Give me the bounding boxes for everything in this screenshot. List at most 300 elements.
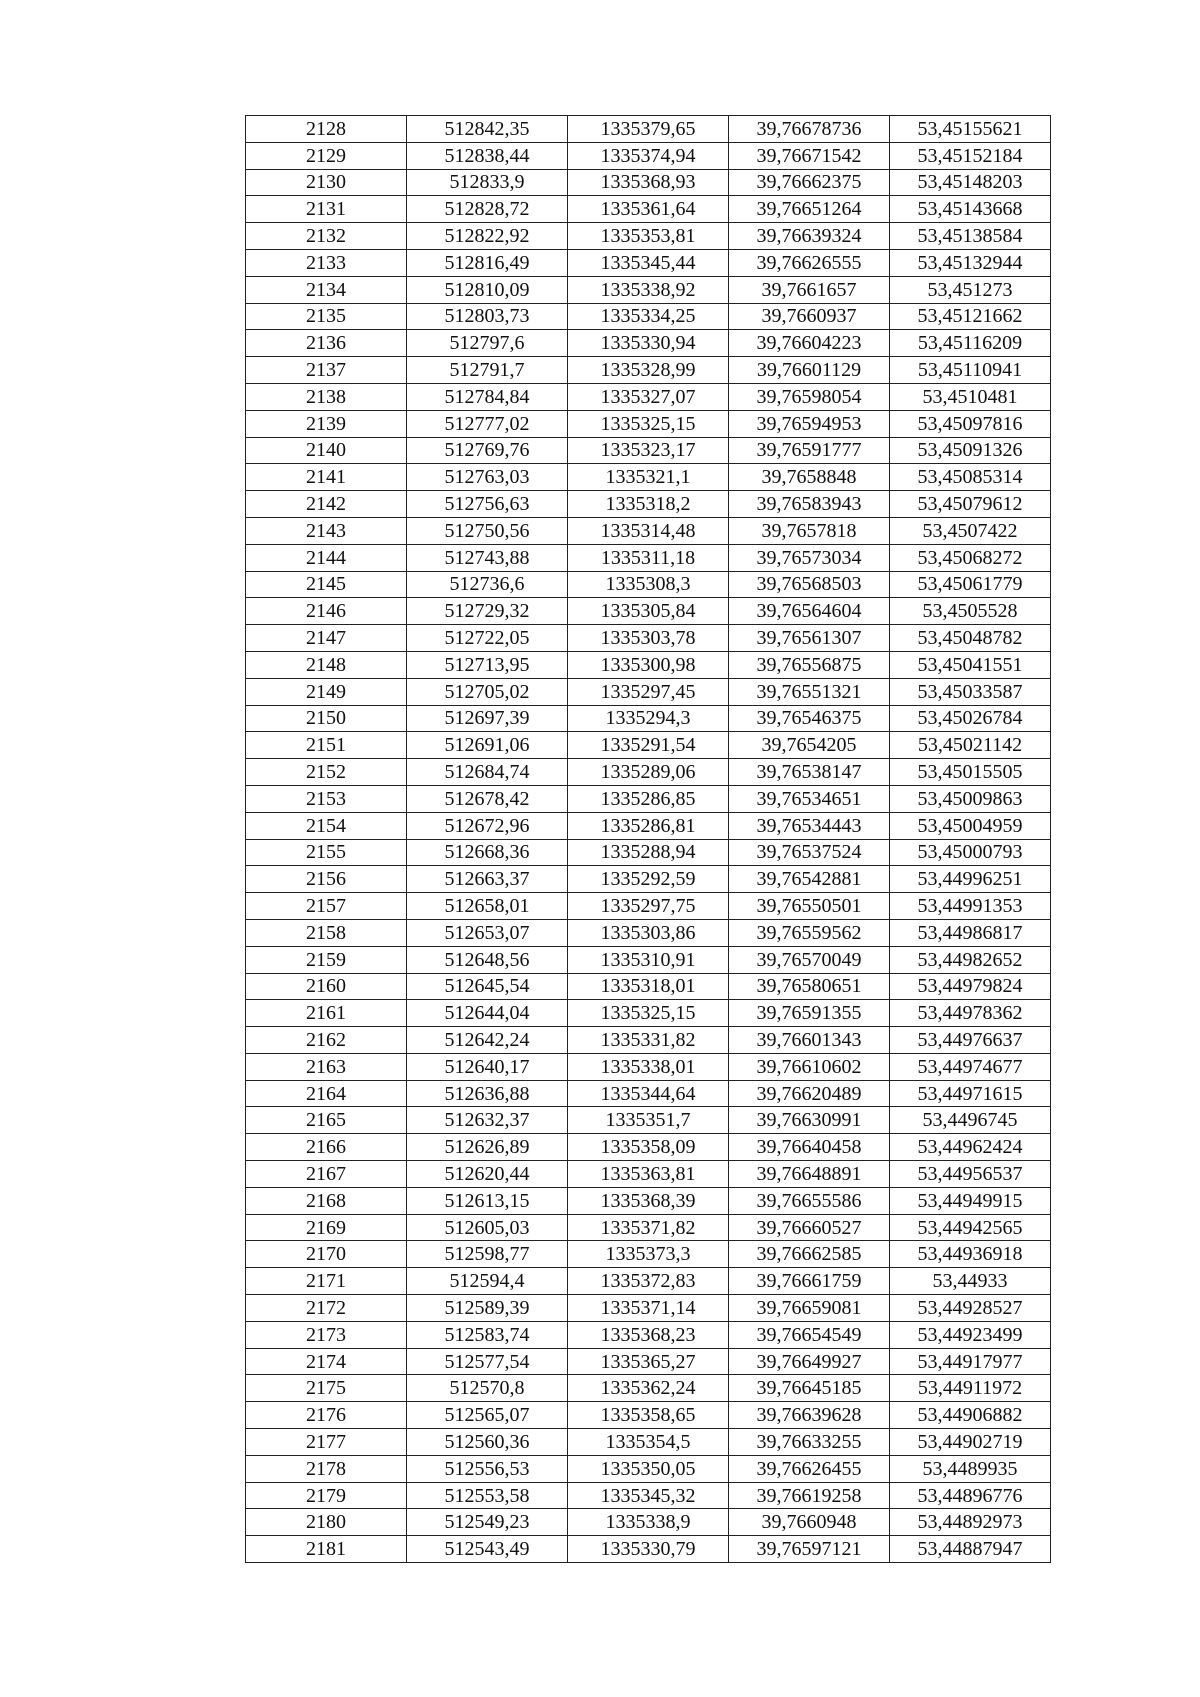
table-row xyxy=(246,1429,1051,1456)
y-coordinate-cell: 1335289,06 xyxy=(568,759,729,786)
table-row xyxy=(246,1402,1051,1429)
longitude-cell: 39,76649927 xyxy=(729,1348,890,1375)
y-coordinate-cell: 1335308,3 xyxy=(568,571,729,598)
y-coordinate-cell: 1335353,81 xyxy=(568,223,729,250)
longitude-cell: 39,76537524 xyxy=(729,839,890,866)
table-row xyxy=(246,812,1051,839)
longitude-cell: 39,76660527 xyxy=(729,1214,890,1241)
coordinates-table-body xyxy=(246,116,1051,1563)
table-row xyxy=(246,1080,1051,1107)
table-row xyxy=(246,1241,1051,1268)
point-number-cell: 2147 xyxy=(246,625,407,652)
point-number-cell: 2176 xyxy=(246,1402,407,1429)
x-coordinate-cell: 512640,17 xyxy=(407,1053,568,1080)
table-row xyxy=(246,223,1051,250)
table-row xyxy=(246,705,1051,732)
table-row xyxy=(246,276,1051,303)
y-coordinate-cell: 1335365,27 xyxy=(568,1348,729,1375)
y-coordinate-cell: 1335328,99 xyxy=(568,357,729,384)
point-number-cell: 2164 xyxy=(246,1080,407,1107)
x-coordinate-cell: 512565,07 xyxy=(407,1402,568,1429)
longitude-cell: 39,76645185 xyxy=(729,1375,890,1402)
table-row xyxy=(246,1053,1051,1080)
table-row xyxy=(246,383,1051,410)
point-number-cell: 2131 xyxy=(246,196,407,223)
x-coordinate-cell: 512594,4 xyxy=(407,1268,568,1295)
table-row xyxy=(246,357,1051,384)
table-row xyxy=(246,116,1051,143)
latitude-cell: 53,44896776 xyxy=(890,1482,1051,1509)
x-coordinate-cell: 512560,36 xyxy=(407,1429,568,1456)
latitude-cell: 53,45148203 xyxy=(890,169,1051,196)
longitude-cell: 39,7661657 xyxy=(729,276,890,303)
latitude-cell: 53,45041551 xyxy=(890,651,1051,678)
point-number-cell: 2145 xyxy=(246,571,407,598)
y-coordinate-cell: 1335292,59 xyxy=(568,866,729,893)
x-coordinate-cell: 512743,88 xyxy=(407,544,568,571)
x-coordinate-cell: 512645,54 xyxy=(407,973,568,1000)
y-coordinate-cell: 1335358,65 xyxy=(568,1402,729,1429)
table-row xyxy=(246,866,1051,893)
x-coordinate-cell: 512549,23 xyxy=(407,1509,568,1536)
point-number-cell: 2170 xyxy=(246,1241,407,1268)
y-coordinate-cell: 1335291,54 xyxy=(568,732,729,759)
x-coordinate-cell: 512791,7 xyxy=(407,357,568,384)
x-coordinate-cell: 512626,89 xyxy=(407,1134,568,1161)
longitude-cell: 39,76655586 xyxy=(729,1187,890,1214)
table-row xyxy=(246,571,1051,598)
longitude-cell: 39,76551321 xyxy=(729,678,890,705)
latitude-cell: 53,45015505 xyxy=(890,759,1051,786)
latitude-cell: 53,44982652 xyxy=(890,946,1051,973)
latitude-cell: 53,45000793 xyxy=(890,839,1051,866)
x-coordinate-cell: 512556,53 xyxy=(407,1455,568,1482)
x-coordinate-cell: 512729,32 xyxy=(407,598,568,625)
longitude-cell: 39,76610602 xyxy=(729,1053,890,1080)
x-coordinate-cell: 512570,8 xyxy=(407,1375,568,1402)
point-number-cell: 2180 xyxy=(246,1509,407,1536)
point-number-cell: 2138 xyxy=(246,383,407,410)
point-number-cell: 2159 xyxy=(246,946,407,973)
longitude-cell: 39,76633255 xyxy=(729,1429,890,1456)
table-row xyxy=(246,785,1051,812)
y-coordinate-cell: 1335371,82 xyxy=(568,1214,729,1241)
latitude-cell: 53,44956537 xyxy=(890,1161,1051,1188)
longitude-cell: 39,76639628 xyxy=(729,1402,890,1429)
latitude-cell: 53,44942565 xyxy=(890,1214,1051,1241)
table-row xyxy=(246,1214,1051,1241)
x-coordinate-cell: 512636,88 xyxy=(407,1080,568,1107)
y-coordinate-cell: 1335344,64 xyxy=(568,1080,729,1107)
point-number-cell: 2137 xyxy=(246,357,407,384)
longitude-cell: 39,76550501 xyxy=(729,893,890,920)
point-number-cell: 2151 xyxy=(246,732,407,759)
longitude-cell: 39,76591777 xyxy=(729,437,890,464)
point-number-cell: 2143 xyxy=(246,517,407,544)
longitude-cell: 39,76630991 xyxy=(729,1107,890,1134)
latitude-cell: 53,44892973 xyxy=(890,1509,1051,1536)
latitude-cell: 53,44976637 xyxy=(890,1027,1051,1054)
x-coordinate-cell: 512642,24 xyxy=(407,1027,568,1054)
point-number-cell: 2179 xyxy=(246,1482,407,1509)
table-row xyxy=(246,1348,1051,1375)
point-number-cell: 2134 xyxy=(246,276,407,303)
y-coordinate-cell: 1335286,85 xyxy=(568,785,729,812)
latitude-cell: 53,44991353 xyxy=(890,893,1051,920)
longitude-cell: 39,76604223 xyxy=(729,330,890,357)
table-row xyxy=(246,1455,1051,1482)
latitude-cell: 53,44974677 xyxy=(890,1053,1051,1080)
latitude-cell: 53,45116209 xyxy=(890,330,1051,357)
point-number-cell: 2181 xyxy=(246,1536,407,1563)
point-number-cell: 2157 xyxy=(246,893,407,920)
y-coordinate-cell: 1335361,64 xyxy=(568,196,729,223)
y-coordinate-cell: 1335297,45 xyxy=(568,678,729,705)
y-coordinate-cell: 1335362,24 xyxy=(568,1375,729,1402)
table-row xyxy=(246,437,1051,464)
latitude-cell: 53,44979824 xyxy=(890,973,1051,1000)
table-row xyxy=(246,1295,1051,1322)
latitude-cell: 53,44986817 xyxy=(890,919,1051,946)
point-number-cell: 2154 xyxy=(246,812,407,839)
x-coordinate-cell: 512750,56 xyxy=(407,517,568,544)
latitude-cell: 53,4507422 xyxy=(890,517,1051,544)
longitude-cell: 39,76601129 xyxy=(729,357,890,384)
latitude-cell: 53,45079612 xyxy=(890,491,1051,518)
y-coordinate-cell: 1335345,32 xyxy=(568,1482,729,1509)
longitude-cell: 39,76538147 xyxy=(729,759,890,786)
latitude-cell: 53,44923499 xyxy=(890,1321,1051,1348)
longitude-cell: 39,7657818 xyxy=(729,517,890,544)
x-coordinate-cell: 512803,73 xyxy=(407,303,568,330)
longitude-cell: 39,76620489 xyxy=(729,1080,890,1107)
point-number-cell: 2172 xyxy=(246,1295,407,1322)
y-coordinate-cell: 1335327,07 xyxy=(568,383,729,410)
latitude-cell: 53,4489935 xyxy=(890,1455,1051,1482)
latitude-cell: 53,45155621 xyxy=(890,116,1051,143)
longitude-cell: 39,76648891 xyxy=(729,1161,890,1188)
x-coordinate-cell: 512833,9 xyxy=(407,169,568,196)
longitude-cell: 39,76671542 xyxy=(729,142,890,169)
point-number-cell: 2165 xyxy=(246,1107,407,1134)
longitude-cell: 39,76597121 xyxy=(729,1536,890,1563)
table-row xyxy=(246,1321,1051,1348)
longitude-cell: 39,76580651 xyxy=(729,973,890,1000)
y-coordinate-cell: 1335372,83 xyxy=(568,1268,729,1295)
latitude-cell: 53,45097816 xyxy=(890,410,1051,437)
table-row xyxy=(246,1161,1051,1188)
point-number-cell: 2160 xyxy=(246,973,407,1000)
point-number-cell: 2162 xyxy=(246,1027,407,1054)
longitude-cell: 39,76534443 xyxy=(729,812,890,839)
latitude-cell: 53,44933 xyxy=(890,1268,1051,1295)
x-coordinate-cell: 512653,07 xyxy=(407,919,568,946)
x-coordinate-cell: 512838,44 xyxy=(407,142,568,169)
table-row xyxy=(246,517,1051,544)
point-number-cell: 2136 xyxy=(246,330,407,357)
point-number-cell: 2163 xyxy=(246,1053,407,1080)
point-number-cell: 2140 xyxy=(246,437,407,464)
x-coordinate-cell: 512784,84 xyxy=(407,383,568,410)
latitude-cell: 53,44917977 xyxy=(890,1348,1051,1375)
longitude-cell: 39,76626455 xyxy=(729,1455,890,1482)
coordinates-table xyxy=(245,115,1051,1563)
y-coordinate-cell: 1335318,2 xyxy=(568,491,729,518)
point-number-cell: 2158 xyxy=(246,919,407,946)
latitude-cell: 53,45138584 xyxy=(890,223,1051,250)
longitude-cell: 39,7660937 xyxy=(729,303,890,330)
table-row xyxy=(246,249,1051,276)
table-row xyxy=(246,464,1051,491)
longitude-cell: 39,76564604 xyxy=(729,598,890,625)
longitude-cell: 39,76556875 xyxy=(729,651,890,678)
table-row xyxy=(246,1187,1051,1214)
x-coordinate-cell: 512769,76 xyxy=(407,437,568,464)
latitude-cell: 53,44902719 xyxy=(890,1429,1051,1456)
latitude-cell: 53,45085314 xyxy=(890,464,1051,491)
point-number-cell: 2173 xyxy=(246,1321,407,1348)
latitude-cell: 53,44928527 xyxy=(890,1295,1051,1322)
longitude-cell: 39,76568503 xyxy=(729,571,890,598)
table-row xyxy=(246,973,1051,1000)
point-number-cell: 2135 xyxy=(246,303,407,330)
point-number-cell: 2128 xyxy=(246,116,407,143)
latitude-cell: 53,4496745 xyxy=(890,1107,1051,1134)
longitude-cell: 39,76583943 xyxy=(729,491,890,518)
latitude-cell: 53,44936918 xyxy=(890,1241,1051,1268)
x-coordinate-cell: 512678,42 xyxy=(407,785,568,812)
y-coordinate-cell: 1335363,81 xyxy=(568,1161,729,1188)
longitude-cell: 39,76626555 xyxy=(729,249,890,276)
y-coordinate-cell: 1335325,15 xyxy=(568,410,729,437)
x-coordinate-cell: 512810,09 xyxy=(407,276,568,303)
y-coordinate-cell: 1335314,48 xyxy=(568,517,729,544)
x-coordinate-cell: 512644,04 xyxy=(407,1000,568,1027)
longitude-cell: 39,76591355 xyxy=(729,1000,890,1027)
point-number-cell: 2166 xyxy=(246,1134,407,1161)
table-row xyxy=(246,196,1051,223)
longitude-cell: 39,76662375 xyxy=(729,169,890,196)
latitude-cell: 53,45026784 xyxy=(890,705,1051,732)
y-coordinate-cell: 1335286,81 xyxy=(568,812,729,839)
y-coordinate-cell: 1335300,98 xyxy=(568,651,729,678)
longitude-cell: 39,76561307 xyxy=(729,625,890,652)
longitude-cell: 39,76662585 xyxy=(729,1241,890,1268)
latitude-cell: 53,44887947 xyxy=(890,1536,1051,1563)
latitude-cell: 53,45132944 xyxy=(890,249,1051,276)
table-row xyxy=(246,732,1051,759)
point-number-cell: 2177 xyxy=(246,1429,407,1456)
longitude-cell: 39,76654549 xyxy=(729,1321,890,1348)
table-row xyxy=(246,544,1051,571)
point-number-cell: 2169 xyxy=(246,1214,407,1241)
y-coordinate-cell: 1335345,44 xyxy=(568,249,729,276)
table-row xyxy=(246,1268,1051,1295)
y-coordinate-cell: 1335379,65 xyxy=(568,116,729,143)
latitude-cell: 53,451273 xyxy=(890,276,1051,303)
latitude-cell: 53,45061779 xyxy=(890,571,1051,598)
latitude-cell: 53,44906882 xyxy=(890,1402,1051,1429)
latitude-cell: 53,45009863 xyxy=(890,785,1051,812)
longitude-cell: 39,76559562 xyxy=(729,919,890,946)
table-row xyxy=(246,678,1051,705)
x-coordinate-cell: 512658,01 xyxy=(407,893,568,920)
x-coordinate-cell: 512583,74 xyxy=(407,1321,568,1348)
point-number-cell: 2152 xyxy=(246,759,407,786)
longitude-cell: 39,7660948 xyxy=(729,1509,890,1536)
table-row xyxy=(246,946,1051,973)
point-number-cell: 2132 xyxy=(246,223,407,250)
latitude-cell: 53,44971615 xyxy=(890,1080,1051,1107)
latitude-cell: 53,44978362 xyxy=(890,1000,1051,1027)
table-row xyxy=(246,169,1051,196)
longitude-cell: 39,76678736 xyxy=(729,116,890,143)
y-coordinate-cell: 1335311,18 xyxy=(568,544,729,571)
x-coordinate-cell: 512598,77 xyxy=(407,1241,568,1268)
x-coordinate-cell: 512553,58 xyxy=(407,1482,568,1509)
x-coordinate-cell: 512697,39 xyxy=(407,705,568,732)
y-coordinate-cell: 1335303,86 xyxy=(568,919,729,946)
latitude-cell: 53,45004959 xyxy=(890,812,1051,839)
x-coordinate-cell: 512822,92 xyxy=(407,223,568,250)
table-row xyxy=(246,330,1051,357)
point-number-cell: 2149 xyxy=(246,678,407,705)
y-coordinate-cell: 1335330,79 xyxy=(568,1536,729,1563)
table-row xyxy=(246,1000,1051,1027)
y-coordinate-cell: 1335325,15 xyxy=(568,1000,729,1027)
table-row xyxy=(246,839,1051,866)
y-coordinate-cell: 1335358,09 xyxy=(568,1134,729,1161)
y-coordinate-cell: 1335351,7 xyxy=(568,1107,729,1134)
x-coordinate-cell: 512632,37 xyxy=(407,1107,568,1134)
latitude-cell: 53,45121662 xyxy=(890,303,1051,330)
table-row xyxy=(246,1482,1051,1509)
point-number-cell: 2161 xyxy=(246,1000,407,1027)
x-coordinate-cell: 512663,37 xyxy=(407,866,568,893)
point-number-cell: 2174 xyxy=(246,1348,407,1375)
x-coordinate-cell: 512763,03 xyxy=(407,464,568,491)
longitude-cell: 39,7654205 xyxy=(729,732,890,759)
y-coordinate-cell: 1335371,14 xyxy=(568,1295,729,1322)
point-number-cell: 2155 xyxy=(246,839,407,866)
y-coordinate-cell: 1335338,01 xyxy=(568,1053,729,1080)
latitude-cell: 53,4505528 xyxy=(890,598,1051,625)
longitude-cell: 39,76619258 xyxy=(729,1482,890,1509)
y-coordinate-cell: 1335310,91 xyxy=(568,946,729,973)
latitude-cell: 53,4510481 xyxy=(890,383,1051,410)
longitude-cell: 39,76570049 xyxy=(729,946,890,973)
table-row xyxy=(246,303,1051,330)
latitude-cell: 53,44996251 xyxy=(890,866,1051,893)
longitude-cell: 39,7658848 xyxy=(729,464,890,491)
y-coordinate-cell: 1335321,1 xyxy=(568,464,729,491)
point-number-cell: 2156 xyxy=(246,866,407,893)
x-coordinate-cell: 512705,02 xyxy=(407,678,568,705)
latitude-cell: 53,45033587 xyxy=(890,678,1051,705)
table-row xyxy=(246,1134,1051,1161)
longitude-cell: 39,76651264 xyxy=(729,196,890,223)
y-coordinate-cell: 1335288,94 xyxy=(568,839,729,866)
x-coordinate-cell: 512620,44 xyxy=(407,1161,568,1188)
y-coordinate-cell: 1335334,25 xyxy=(568,303,729,330)
table-row xyxy=(246,1536,1051,1563)
x-coordinate-cell: 512668,36 xyxy=(407,839,568,866)
point-number-cell: 2146 xyxy=(246,598,407,625)
y-coordinate-cell: 1335368,93 xyxy=(568,169,729,196)
y-coordinate-cell: 1335318,01 xyxy=(568,973,729,1000)
table-row xyxy=(246,142,1051,169)
x-coordinate-cell: 512756,63 xyxy=(407,491,568,518)
latitude-cell: 53,44962424 xyxy=(890,1134,1051,1161)
y-coordinate-cell: 1335368,23 xyxy=(568,1321,729,1348)
point-number-cell: 2130 xyxy=(246,169,407,196)
longitude-cell: 39,76659081 xyxy=(729,1295,890,1322)
y-coordinate-cell: 1335330,94 xyxy=(568,330,729,357)
y-coordinate-cell: 1335305,84 xyxy=(568,598,729,625)
x-coordinate-cell: 512672,96 xyxy=(407,812,568,839)
point-number-cell: 2153 xyxy=(246,785,407,812)
point-number-cell: 2178 xyxy=(246,1455,407,1482)
latitude-cell: 53,44949915 xyxy=(890,1187,1051,1214)
x-coordinate-cell: 512589,39 xyxy=(407,1295,568,1322)
table-row xyxy=(246,598,1051,625)
table-row xyxy=(246,410,1051,437)
point-number-cell: 2139 xyxy=(246,410,407,437)
x-coordinate-cell: 512577,54 xyxy=(407,1348,568,1375)
longitude-cell: 39,76598054 xyxy=(729,383,890,410)
table-row xyxy=(246,491,1051,518)
x-coordinate-cell: 512736,6 xyxy=(407,571,568,598)
y-coordinate-cell: 1335354,5 xyxy=(568,1429,729,1456)
point-number-cell: 2150 xyxy=(246,705,407,732)
table-row xyxy=(246,1375,1051,1402)
longitude-cell: 39,76534651 xyxy=(729,785,890,812)
longitude-cell: 39,76640458 xyxy=(729,1134,890,1161)
x-coordinate-cell: 512828,72 xyxy=(407,196,568,223)
latitude-cell: 53,45021142 xyxy=(890,732,1051,759)
latitude-cell: 53,45143668 xyxy=(890,196,1051,223)
longitude-cell: 39,76594953 xyxy=(729,410,890,437)
table-row xyxy=(246,1107,1051,1134)
longitude-cell: 39,76573034 xyxy=(729,544,890,571)
x-coordinate-cell: 512777,02 xyxy=(407,410,568,437)
table-row xyxy=(246,651,1051,678)
latitude-cell: 53,45048782 xyxy=(890,625,1051,652)
y-coordinate-cell: 1335350,05 xyxy=(568,1455,729,1482)
point-number-cell: 2133 xyxy=(246,249,407,276)
latitude-cell: 53,44911972 xyxy=(890,1375,1051,1402)
y-coordinate-cell: 1335373,3 xyxy=(568,1241,729,1268)
latitude-cell: 53,45068272 xyxy=(890,544,1051,571)
longitude-cell: 39,76661759 xyxy=(729,1268,890,1295)
table-row xyxy=(246,893,1051,920)
x-coordinate-cell: 512842,35 xyxy=(407,116,568,143)
point-number-cell: 2129 xyxy=(246,142,407,169)
table-row xyxy=(246,759,1051,786)
point-number-cell: 2168 xyxy=(246,1187,407,1214)
point-number-cell: 2141 xyxy=(246,464,407,491)
y-coordinate-cell: 1335338,9 xyxy=(568,1509,729,1536)
table-row xyxy=(246,1027,1051,1054)
x-coordinate-cell: 512648,56 xyxy=(407,946,568,973)
y-coordinate-cell: 1335323,17 xyxy=(568,437,729,464)
y-coordinate-cell: 1335374,94 xyxy=(568,142,729,169)
y-coordinate-cell: 1335303,78 xyxy=(568,625,729,652)
y-coordinate-cell: 1335368,39 xyxy=(568,1187,729,1214)
point-number-cell: 2175 xyxy=(246,1375,407,1402)
x-coordinate-cell: 512605,03 xyxy=(407,1214,568,1241)
x-coordinate-cell: 512722,05 xyxy=(407,625,568,652)
